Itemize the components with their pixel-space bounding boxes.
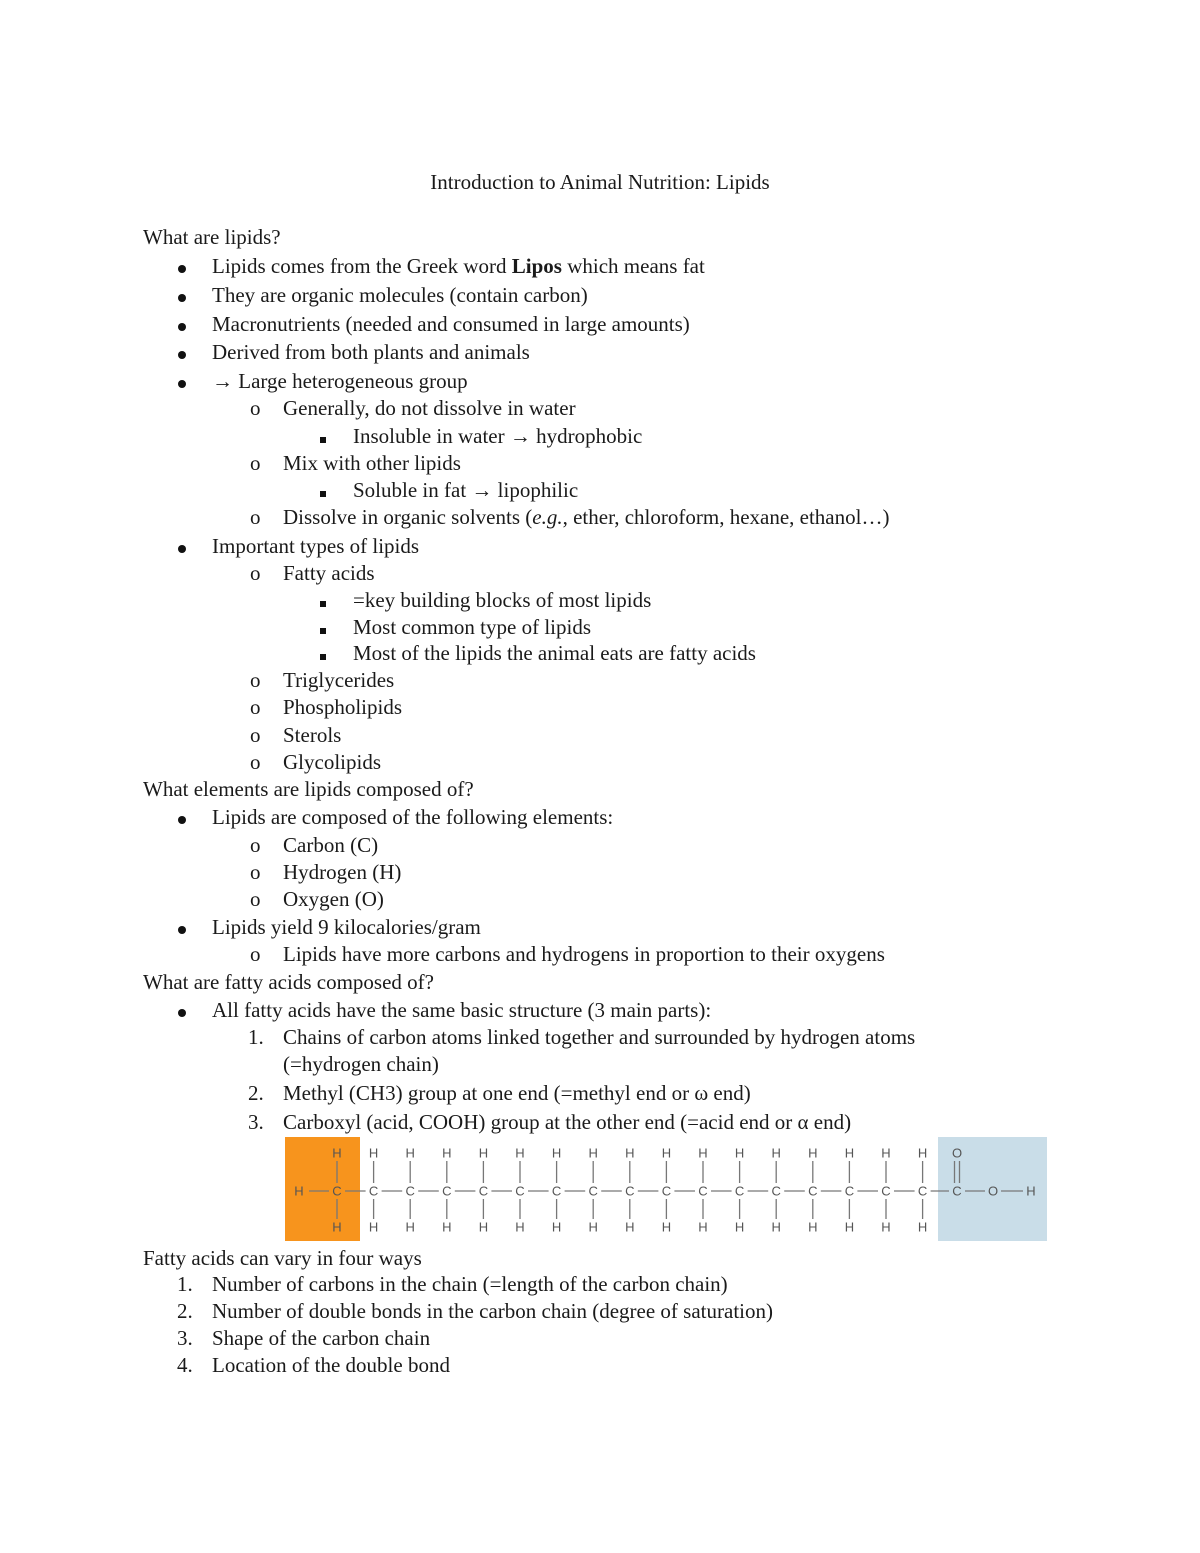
atom-h: H — [368, 1219, 379, 1235]
list-item: Fatty acids — [283, 561, 375, 585]
list-item: Soluble in fat → lipophilic — [353, 478, 579, 502]
list-number: 4. — [177, 1353, 193, 1377]
atom-h: H — [332, 1219, 342, 1235]
list-item: Methyl (CH3) group at one end (=methyl end or ω end) — [283, 1081, 751, 1105]
atom-c: C — [952, 1183, 962, 1199]
atom-h: H — [551, 1219, 562, 1235]
atom-h: H — [698, 1145, 708, 1161]
atom-h: H — [625, 1145, 635, 1161]
list-item: Insoluble in water → hydrophobic — [353, 424, 643, 448]
atom-h: H — [661, 1219, 672, 1235]
bullet-hollow: o — [250, 942, 261, 966]
bullet-hollow: o — [250, 723, 261, 747]
list-item: → Large heterogeneous group — [212, 369, 468, 393]
bullet-square — [320, 640, 326, 666]
bullet-hollow: o — [250, 396, 261, 420]
atom-h: H — [442, 1219, 452, 1235]
atom-h: H — [771, 1145, 781, 1161]
list-item: All fatty acids have the same basic structure (3 main parts): — [212, 998, 712, 1022]
atom-h: H — [734, 1145, 745, 1161]
atom-h: H — [808, 1145, 818, 1161]
atom-c: C — [661, 1183, 672, 1199]
list-item: Lipids have more carbons and hydrogens in proportion to their oxygens — [283, 942, 885, 966]
bullet-hollow: o — [250, 833, 261, 857]
atom-h: H — [881, 1145, 891, 1161]
arrow-icon: → — [509, 424, 531, 448]
atom-h: H — [515, 1219, 525, 1235]
atom-o: O — [987, 1183, 999, 1199]
bullet-hollow: o — [250, 695, 261, 719]
atom-c: C — [881, 1183, 891, 1199]
list-item: Important types of lipids — [212, 534, 420, 558]
atom-h: H — [771, 1219, 781, 1235]
list-item-continuation: (=hydrogen chain) — [283, 1052, 439, 1076]
list-item: Oxygen (O) — [283, 887, 384, 911]
atom-h: H — [478, 1145, 489, 1161]
atom-c: C — [551, 1183, 562, 1199]
list-item: Carboxyl (acid, COOH) group at the other end (=acid end or α end) — [283, 1110, 852, 1134]
list-item: Lipids comes from the Greek word Lipos which means fat — [212, 254, 705, 278]
atom-h: H — [588, 1145, 598, 1161]
atom-h: H — [515, 1145, 525, 1161]
list-item: They are organic molecules (contain carbon) — [212, 283, 588, 307]
atom-h: H — [1026, 1183, 1036, 1199]
bullet-hollow: o — [250, 561, 261, 585]
atom-c: C — [368, 1183, 379, 1199]
bullet-hollow: o — [250, 750, 261, 774]
atom-h: H — [588, 1219, 598, 1235]
list-number: 2. — [177, 1299, 193, 1323]
bullet-hollow: o — [250, 887, 261, 911]
atom-h: H — [442, 1145, 452, 1161]
bullet-dot — [178, 533, 186, 559]
atom-h: H — [661, 1145, 672, 1161]
list-item: Chains of carbon atoms linked together and surrounded by hydrogen atoms — [283, 1025, 916, 1049]
bullet-dot — [178, 997, 186, 1023]
list-number: 3. — [177, 1326, 193, 1350]
bullet-dot — [178, 339, 186, 365]
list-number: 3. — [248, 1110, 264, 1134]
atom-h: H — [368, 1145, 379, 1161]
atom-h: H — [405, 1145, 415, 1161]
atom-h: H — [625, 1219, 635, 1235]
atom-c: C — [625, 1183, 635, 1199]
list-item: Carbon (C) — [283, 833, 379, 857]
bullet-hollow: o — [250, 668, 261, 692]
list-item: Most of the lipids the animal eats are fatty acids — [353, 641, 756, 665]
list-item: Glycolipids — [283, 750, 381, 774]
atom-c: C — [332, 1183, 342, 1199]
bullet-dot — [178, 368, 186, 394]
atom-h: H — [881, 1219, 891, 1235]
atom-h: H — [917, 1219, 928, 1235]
atom-h: H — [478, 1219, 489, 1235]
section-heading-what-are-lipids: What are lipids? — [143, 225, 281, 249]
list-item: Derived from both plants and animals — [212, 340, 530, 364]
atom-h: H — [734, 1219, 745, 1235]
atom-h: H — [917, 1145, 928, 1161]
fatty-acid-structure-diagram — [285, 1137, 1047, 1241]
list-number: 1. — [248, 1025, 264, 1049]
list-number: 2. — [248, 1081, 264, 1105]
list-item: Number of carbons in the chain (=length of the carbon chain) — [212, 1272, 728, 1296]
list-item: Shape of the carbon chain — [212, 1326, 431, 1350]
bullet-square — [320, 614, 326, 640]
list-item: Sterols — [283, 723, 342, 747]
list-item: Hydrogen (H) — [283, 860, 402, 884]
bullet-dot — [178, 311, 186, 337]
atom-c: C — [478, 1183, 489, 1199]
atom-c: C — [771, 1183, 781, 1199]
list-item: Triglycerides — [283, 668, 395, 692]
list-number: 1. — [177, 1272, 193, 1296]
bullet-square — [320, 423, 326, 449]
atom-h: H — [844, 1219, 855, 1235]
bullet-hollow: o — [250, 505, 261, 529]
list-item: =key building blocks of most lipids — [353, 588, 652, 612]
section-heading-fatty-acids: What are fatty acids composed of? — [143, 970, 434, 994]
arrow-icon: → — [212, 369, 233, 393]
list-item: Phospholipids — [283, 695, 403, 719]
atom-c: C — [917, 1183, 928, 1199]
list-item: Most common type of lipids — [353, 615, 591, 639]
bullet-dot — [178, 282, 186, 308]
atom-h: H — [405, 1219, 415, 1235]
bullet-square — [320, 477, 326, 503]
atom-c: C — [405, 1183, 415, 1199]
atom-c: C — [588, 1183, 598, 1199]
list-item: Generally, do not dissolve in water — [283, 396, 576, 420]
list-item: Dissolve in organic solvents (e.g., ether, chloroform, hexane, ethanol…) — [283, 505, 890, 529]
list-item: Number of double bonds in the carbon chain (degree of saturation) — [212, 1299, 773, 1323]
list-item: Lipids are composed of the following elements: — [212, 805, 614, 829]
atom-h: H — [332, 1145, 342, 1161]
atom-h: H — [698, 1219, 708, 1235]
atom-h: H — [551, 1145, 562, 1161]
atom-c: C — [442, 1183, 452, 1199]
atom-h: H — [844, 1145, 855, 1161]
page-title: Introduction to Animal Nutrition: Lipids — [430, 170, 770, 194]
section-heading-elements: What elements are lipids composed of? — [143, 777, 474, 801]
atom-c: C — [808, 1183, 818, 1199]
atom-h: H — [294, 1183, 304, 1199]
list-item: Location of the double bond — [212, 1353, 450, 1377]
list-item: Macronutrients (needed and consumed in large amounts) — [212, 312, 690, 336]
atom-c: C — [734, 1183, 745, 1199]
section-heading-vary: Fatty acids can vary in four ways — [143, 1246, 422, 1270]
bullet-hollow: o — [250, 860, 261, 884]
atom-h: H — [808, 1219, 818, 1235]
arrow-icon: → — [471, 478, 493, 502]
atom-c: C — [844, 1183, 855, 1199]
list-item: Mix with other lipids — [283, 451, 461, 475]
bullet-dot — [178, 914, 186, 940]
atom-o: O — [951, 1145, 963, 1161]
bullet-square — [320, 587, 326, 613]
atom-c: C — [698, 1183, 708, 1199]
bullet-dot — [178, 253, 186, 279]
bullet-hollow: o — [250, 451, 261, 475]
atom-c: C — [515, 1183, 525, 1199]
list-item: Lipids yield 9 kilocalories/gram — [212, 915, 481, 939]
bullet-dot — [178, 804, 186, 830]
